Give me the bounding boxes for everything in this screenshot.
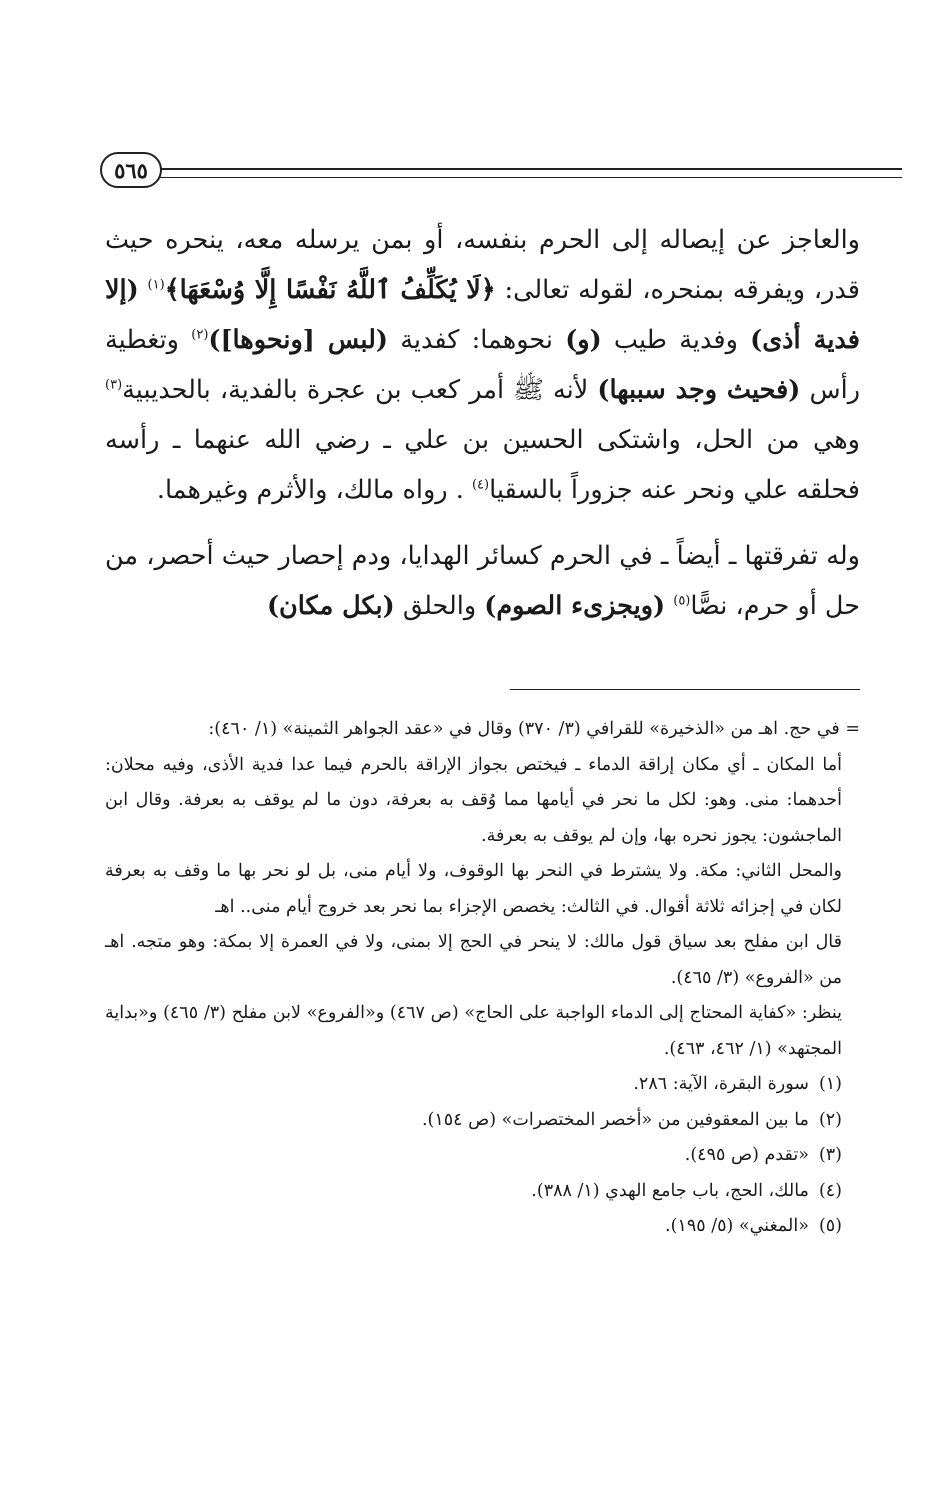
footnote-ref-3[interactable]: (٣)	[105, 377, 123, 393]
footnote-number: (٥)	[818, 1216, 842, 1236]
footnotes	[105, 712, 860, 1245]
footnote-number: (٤)	[818, 1180, 842, 1201]
main-paragraph-1: والعاجز عن إيصاله إلى الحرم بنفسه، أو بمن يرسله معه، ينحره حيث قدر، ويفرقه بمنحره، لقوله تعالى: ﴿لَا يُكَلِّفُ ٱللَّهُ نَفْسًا إِلَّا وُسْعَهَا﴾$^{(١)}$ (إلا فدية أذى) وفدية طيب (و) نحوهما: كفدية (لبس [ونحوها])$^{(٢)}$ وتغطية رأس (فحيث وجد سببها) لأنه ﷺ أمر كعب بن عجرة بالفدية، بالحديبية$^{(٣)}$ وهي من الحل، واشتكى الحسين بن علي ـ رضي الله عنهما ـ رأسه فحلقه علي ونحر عنه جزوراً بالسقيا$^{(٤)}$ . رواه مالك، والأثرم وغيرهما.	[105, 225, 861, 505]
footnote-number: (٢)	[818, 1109, 842, 1130]
main-text	[105, 215, 860, 647]
footnote-continuation: قال ابن مفلح بعد سياق قول مالك: لا ينحر في الحج إلا بمنى، ولا في العمرة إلا بمكة: وهو متجه. اهـ من «الفروع» (٣/ ٤٦٥).	[105, 932, 842, 988]
footnote-ref-2[interactable]: (٢)	[191, 327, 209, 343]
footnote-text: «المغني» (٥/ ١٩٥).	[665, 1216, 809, 1236]
footnote-ref-5[interactable]: (٥)	[673, 593, 691, 609]
footnote-2	[105, 1103, 860, 1139]
footnote-number: (١)	[818, 1074, 842, 1094]
footnote-1	[105, 1067, 860, 1103]
header-rule	[160, 168, 902, 178]
footnote-continuation: والمحل الثاني: مكة. ولا يشترط في النحر بها الوقوف، ولا أيام منى، بل لو نحر بها ما وقف به بعرفة لكان في إجزائه ثلاثة أقوال. في الثالث: يخصص الإجزاء بما نحر بعد خروج أيام منى.. اهـ	[105, 861, 842, 917]
page-number: ٥٦٥	[100, 152, 162, 188]
footnote-text: ما بين المعقوفين من «أخصر المختصرات» (ص ١٥٤).	[421, 1109, 809, 1130]
quran-verse: ﴿لَا يُكَلِّفُ ٱللَّهُ نَفْسًا إِلَّا وُسْعَهَا﴾	[164, 275, 496, 305]
footnote-text: سورة البقرة، الآية: ٢٨٦.	[633, 1074, 809, 1094]
main-paragraph-2: وله تفرقتها ـ أيضاً ـ في الحرم كسائر الهدايا، ودم إحصار حيث أحصر، من حل أو حرم، نصًّا$^{(٥)}$ (ويجزىء الصوم) والحلق (بكل مكان)	[105, 541, 860, 621]
footnote-number: (٣)	[818, 1145, 842, 1165]
footnote-3	[105, 1138, 860, 1174]
footnote-separator	[510, 689, 860, 690]
footnote-5	[105, 1209, 860, 1245]
footnote-ref-4[interactable]: (٤)	[471, 477, 490, 493]
footnote-continuation: = في حج. اهـ من «الذخيرة» للقرافي (٣/ ٣٧٠) وقال في «عقد الجواهر الثمينة» (١/ ٤٦٠):	[208, 719, 860, 739]
footnote-continuation: ينظر: «كفاية المحتاج إلى الدماء الواجبة على الحاج» (ص ٤٦٧) و«الفروع» لابن مفلح (٣/ ٤٦٥) و«بداية المجتهد» (١/ ٤٦٢، ٤٦٣).	[105, 1003, 842, 1059]
footnote-4	[105, 1174, 860, 1210]
footnote-text: مالك، الحج، باب جامع الهدي (١/ ٣٨٨).	[531, 1180, 809, 1201]
footnote-continuation: أما المكان ـ أي مكان إراقة الدماء ـ فيختص بجواز الإراقة بالحرم فيما عدا فدية الأذى، وفيه محلان: أحدهما: منى. وهو: لكل ما نحر في أيامها مما وُقف به بعرفة، دون ما لم يوقف به بعرفة. وقال ابن الماجشون: يجوز نحره بها، وإن لم يوقف به بعرفة.	[105, 754, 842, 846]
footnote-ref-1[interactable]: (١)	[147, 277, 165, 293]
footnote-text: «تقدم (ص ٤٩٥).	[684, 1145, 809, 1165]
